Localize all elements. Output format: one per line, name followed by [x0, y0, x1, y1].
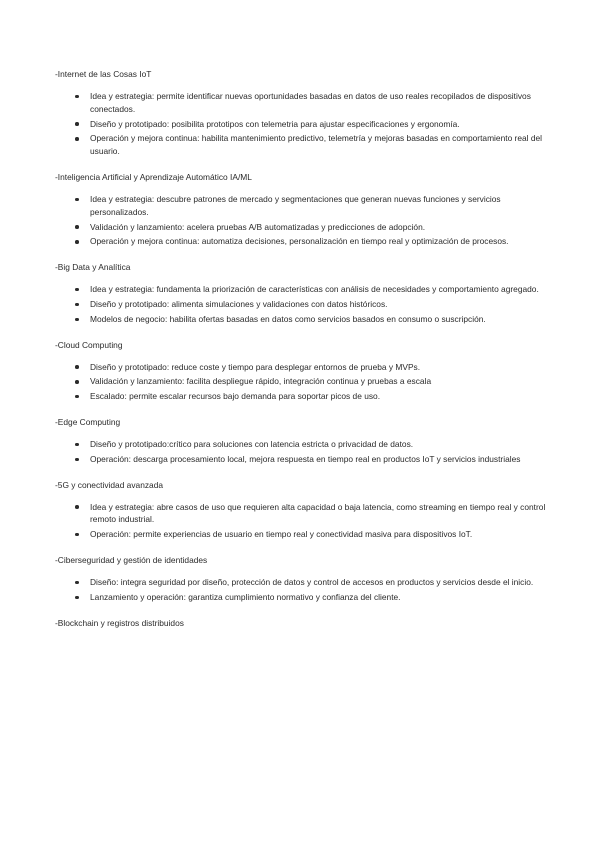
section-big-data — [55, 261, 555, 325]
list-item — [55, 313, 555, 326]
list-item-text: Validación y lanzamiento: facilita despliegue rápido, integración continua y pruebas a escala — [90, 376, 432, 387]
bullet-icon — [75, 443, 79, 447]
bullet-icon — [75, 458, 79, 462]
list-item-text: Idea y estrategia: permite identificar nuevas oportunidades basadas en datos de uso reales recopilados de dispositivos conectados. — [90, 91, 531, 114]
bullet-icon — [75, 533, 79, 537]
list-item — [55, 390, 555, 403]
section-iot — [55, 68, 555, 158]
bullet-icon — [75, 505, 79, 509]
list-item-text: Diseño y prototipado: reduce coste y tiempo para desplegar entornos de prueba y MVPs. — [90, 361, 421, 372]
list-item — [55, 375, 555, 388]
list-item-text: Escalado: permite escalar recursos bajo demanda para soportar picos de uso. — [90, 391, 381, 402]
list-item-text: Modelos de negocio: habilita ofertas basadas en datos como servicios basados en consumo o suscripción. — [90, 313, 486, 324]
bullet-icon — [75, 288, 79, 292]
section-heading: -Edge Computing — [55, 416, 121, 427]
bullet-icon — [75, 225, 79, 229]
list-item — [55, 453, 555, 466]
list-item-text: Diseño y prototipado:crítico para soluciones con latencia estricta o privacidad de datos. — [90, 438, 414, 449]
bullet-list — [55, 576, 555, 604]
bullet-icon — [75, 380, 79, 384]
list-item — [55, 576, 555, 589]
list-item — [55, 118, 555, 131]
bullet-icon — [75, 122, 79, 126]
section-heading: -Blockchain y registros distribuidos — [55, 617, 184, 628]
list-item-text: Validación y lanzamiento: acelera pruebas A/B automatizadas y predicciones de adopción. — [90, 221, 426, 232]
section-cloud — [55, 339, 555, 403]
section-edge — [55, 416, 555, 466]
section-heading: -Ciberseguridad y gestión de identidades — [55, 554, 208, 565]
bullet-icon — [75, 395, 79, 399]
bullet-icon — [75, 198, 79, 202]
section-heading: -Big Data y Analítica — [55, 262, 131, 273]
list-item-text: Diseño y prototipado: posibilita prototipos con telemetria para ajustar especificaciones y ergonomía. — [90, 118, 460, 129]
bullet-icon — [75, 137, 79, 141]
list-item-text: Idea y estrategia: abre casos de uso que requieren alta capacidad o baja latencia, como streaming en tiempo real y control remoto industrial. — [90, 501, 546, 525]
list-item-text: Operación y mejora continua: habilita mantenimiento predictivo, telemetría y mejoras basadas en comportamiento real del usuario. — [90, 133, 543, 157]
bullet-icon — [75, 596, 79, 600]
list-item-text: Operación: descarga procesamiento local, mejora respuesta en tiempo real en productos IoT y servicios industriales — [90, 453, 521, 464]
list-item-text: Diseño: integra seguridad por diseño, protección de datos y control de accesos en productos y servicios desde el inicio. — [90, 576, 534, 587]
list-item — [55, 90, 555, 116]
list-item — [55, 361, 555, 374]
list-item — [55, 591, 555, 604]
bullet-icon — [75, 95, 79, 99]
bullet-icon — [75, 318, 79, 322]
section-5g — [55, 479, 555, 541]
bullet-list — [55, 501, 555, 541]
bullet-list — [55, 193, 555, 248]
list-item-text: Idea y estrategia: fundamenta la priorización de características con análisis de necesidades y comportamiento agregado. — [90, 284, 539, 295]
list-item — [55, 528, 555, 541]
list-item — [55, 438, 555, 451]
bullet-icon — [75, 365, 79, 369]
bullet-list — [55, 90, 555, 158]
bullet-icon — [75, 581, 79, 585]
list-item — [55, 501, 555, 527]
list-item — [55, 221, 555, 234]
section-heading: -Internet de las Cosas IoT — [55, 69, 152, 79]
document-content — [55, 68, 555, 639]
bullet-list — [55, 361, 555, 403]
bullet-icon — [75, 303, 79, 307]
list-item — [55, 298, 555, 311]
list-item — [55, 235, 555, 248]
list-item — [55, 132, 555, 158]
list-item-text: Idea y estrategia: descubre patrones de mercado y segmentaciones que generan nuevas funciones y servicios personalizados. — [90, 193, 501, 217]
section-heading: -5G y conectividad avanzada — [55, 479, 164, 490]
bullet-list — [55, 438, 555, 466]
list-item-text: Operación y mejora continua: automatiza decisiones, personalización en tiempo real y optimización de procesos. — [90, 236, 509, 247]
list-item-text: Diseño y prototipado: alimenta simulaciones y validaciones con datos históricos. — [90, 298, 388, 309]
section-blockchain — [55, 617, 555, 629]
section-ia-ml — [55, 171, 555, 248]
list-item — [55, 193, 555, 219]
bullet-icon — [75, 240, 79, 244]
bullet-list — [55, 283, 555, 325]
section-heading: -Inteligencia Artificial y Aprendizaje Automático IA/ML — [55, 171, 252, 182]
list-item-text: Operación: permite experiencias de usuario en tiempo real y conectividad masiva para dispositivos IoT. — [90, 529, 473, 540]
section-ciberseguridad — [55, 554, 555, 604]
section-heading: -Cloud Computing — [55, 339, 123, 350]
list-item-text: Lanzamiento y operación: garantiza cumplimiento normativo y confianza del cliente. — [90, 591, 401, 602]
list-item — [55, 283, 555, 296]
